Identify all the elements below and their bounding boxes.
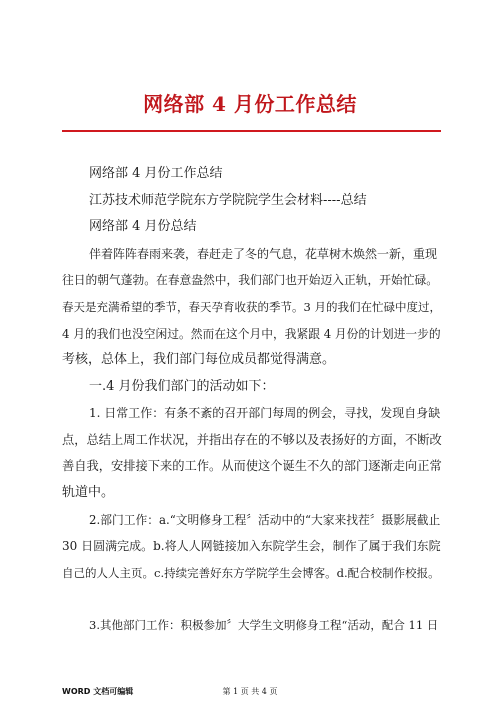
document-title: 网络部 4 月份工作总结	[143, 92, 357, 116]
text-line: 自己的人人主页。c.持续完善好东方学院学生会博客。d.配合校制作校报。	[62, 566, 440, 580]
text-line: 考核，总体上，我们部门每位成员都觉得满意。	[62, 352, 336, 367]
text-line: 春天是充满希望的季节，春天孕育收获的季节。3 月的我们在忙碌中度过，	[62, 300, 441, 314]
text-line: 善自我，安排接下来的工作。从而使这个诞生不久的部门逐渐走向正常	[62, 459, 442, 473]
text-line: 点，总结上周工作状况，并指出存在的不够以及表扬好的方面，不断改	[62, 433, 442, 447]
text-line: 4 月的我们也没空闲过。然而在这个月中，我紧跟 4 月份的计划进一步的	[62, 327, 441, 341]
text-line: 30 日圆满完成。b.将人人网链接加入东院学生会，制作了属于我们东院	[62, 539, 441, 553]
text-line: 3.其他部门工作：积极参加〞大学生文明修身工程“活动，配合 11 日	[89, 618, 439, 632]
text-line: 网络部 4 月份总结	[89, 219, 197, 234]
text-line: 伴着阵阵春雨来袭，春赶走了冬的气息，花草树木焕然一新，重现	[89, 247, 438, 261]
page-number: 第 1 页 共 4 页	[222, 687, 278, 696]
footer-note: WORD 文档可编辑	[62, 687, 134, 696]
text-line: 2.部门工作：a.“文明修身工程〞活动中的“大家来找茬〞摄影展截止	[89, 513, 441, 527]
text-line: 江苏技术师范学院东方学院院学生会材料----总结	[89, 193, 367, 208]
text-line: 1. 日常工作：有条不紊的召开部门每周的例会，寻找，发现自身缺	[89, 406, 441, 420]
text-line: 一.4 月份我们部门的活动如下：	[89, 379, 275, 394]
text-line: 网络部 4 月份工作总结	[89, 166, 223, 181]
title-divider	[62, 130, 441, 132]
text-line: 往日的朝气蓬勃。在春意盎然中，我们部门也开始迈入正轨，开始忙碌。	[62, 273, 438, 287]
text-line: 轨道中。	[62, 485, 115, 500]
